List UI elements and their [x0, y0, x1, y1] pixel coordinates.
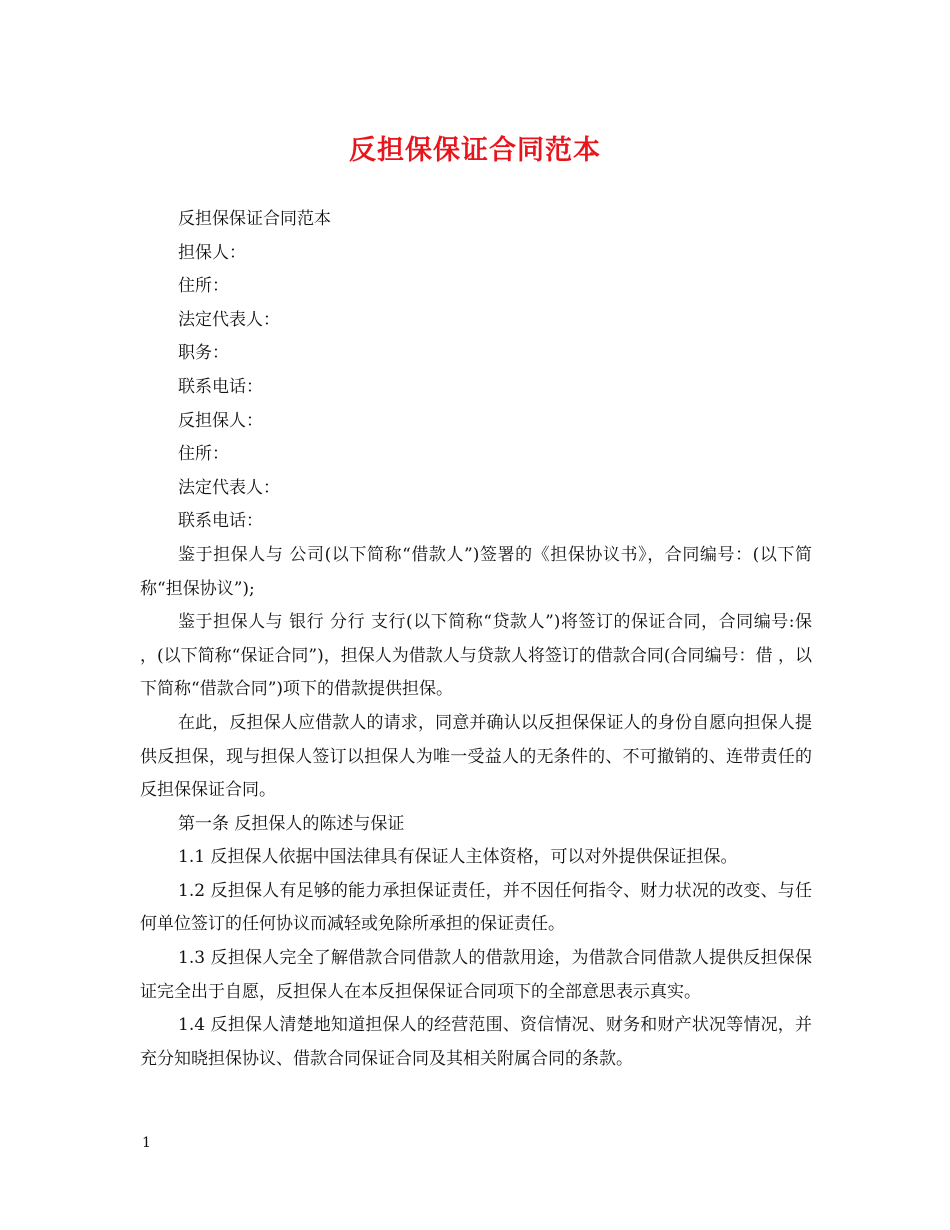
guarantor-phone-field: 联系电话： [178, 376, 263, 397]
counter-guarantor-address-field: 住所： [178, 444, 229, 465]
article-1-heading: 第一条 反担保人的陈述与保证 [178, 813, 405, 834]
recital-paragraph-2: 鉴于担保人与 银行 分行 支行(以下简称“贷款人”)将签订的保证合同，合同编号:保 ，(以下简称“保证合同”)，担保人为借款人与贷款人将签订的借款合同(合同编号：借 ，以下简称“借款合同”)项下的借款提供担保。 [140, 612, 812, 700]
clause-1-3: 1.3 反担保人完全了解借款合同借款人的借款用途，为借款合同借款人提供反担保保证完全出于自愿，反担保人在本反担保保证合同项下的全部意思表示真实。 [140, 948, 812, 1002]
agreement-paragraph: 在此，反担保人应借款人的请求，同意并确认以反担保保证人的身份自愿向担保人提供反担保，现与担保人签订以担保人为唯一受益人的无条件的、不可撤销的、连带责任的反担保保证合同。 [140, 712, 812, 801]
counter-guarantor-field: 反担保人： [178, 410, 263, 431]
recital-paragraph-1: 鉴于担保人与 公司(以下简称“借款人”)签署的《担保协议书》，合同编号：(以下简称“担保协议”); [140, 544, 812, 599]
clause-1-2: 1.2 反担保人有足够的能力承担保证责任，并不因任何指令、财力状况的改变、与任何单位签订的任何协议而减轻或免除所承担的保证责任。 [140, 880, 812, 935]
guarantor-legal-rep-field: 法定代表人： [178, 309, 280, 330]
counter-guarantor-phone-field: 联系电话： [178, 511, 263, 532]
subtitle-line: 反担保保证合同范本 [178, 209, 331, 229]
page-number: 1 [142, 1135, 151, 1151]
document-body [140, 203, 812, 1076]
clause-1-1: 1.1 反担保人依据中国法律具有保证人主体资格，可以对外提供保证担保。 [178, 847, 738, 868]
counter-guarantor-legal-rep-field: 法定代表人： [178, 477, 280, 498]
guarantor-address-field: 住所： [178, 276, 229, 297]
guarantor-field: 担保人： [178, 242, 246, 263]
guarantor-position-field: 职务： [178, 343, 229, 364]
document-title: 反担保保证合同范本 [349, 135, 601, 166]
clause-1-4: 1.4 反担保人清楚地知道担保人的经营范围、资信情况、财务和财产状况等情况，并充分知晓担保协议、借款合同保证合同及其相关附属合同的条款。 [140, 1015, 812, 1069]
